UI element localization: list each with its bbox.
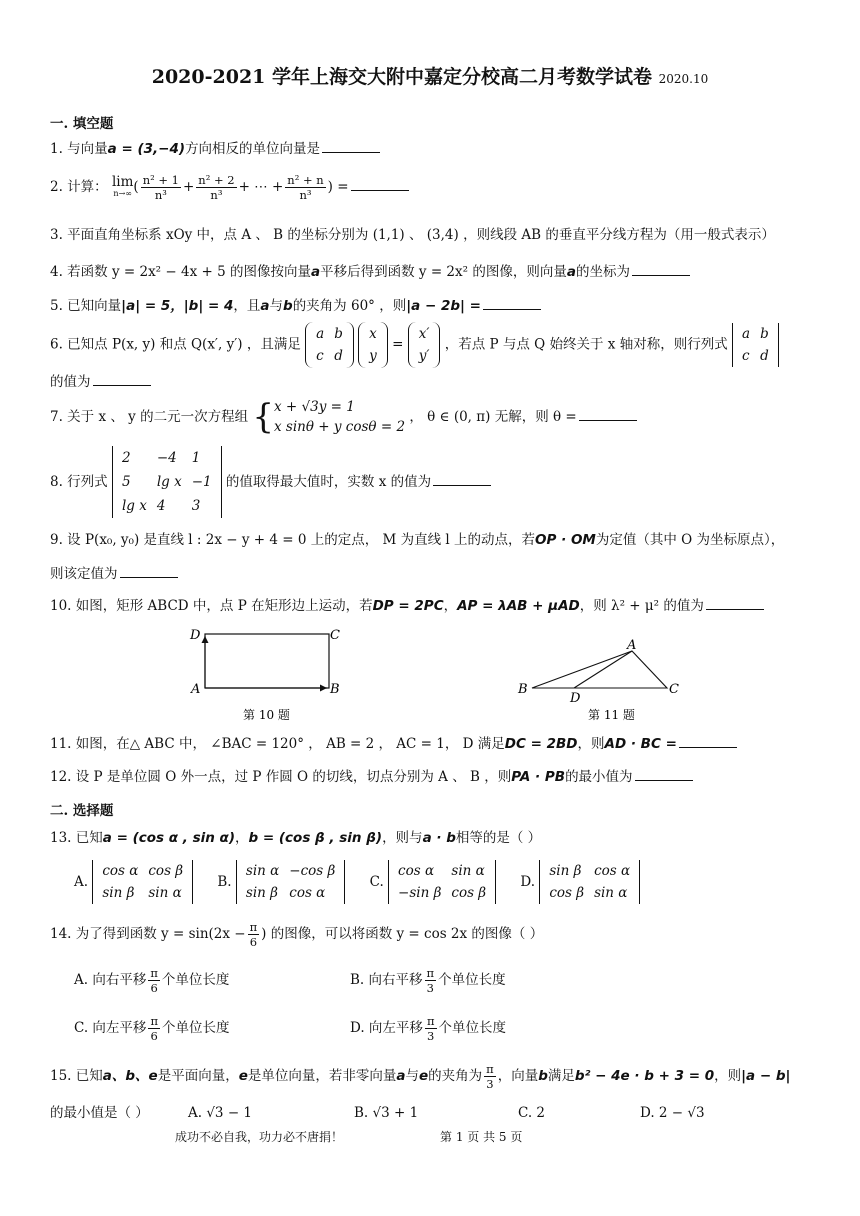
option-15-d[interactable]: D. 2 − √3 <box>640 1105 705 1121</box>
question-2: 2. 计算： lim n→∞ ( $\frac{\text{n² + 1}}{\text{n³}}$ + $\frac{\text{n² + 2}}{\text{n³}}$ + ⋯ + $\frac{\text{n² + n}}{\text{n³}}$ ) = <box>50 173 409 202</box>
fig10-label-b: B <box>330 682 340 697</box>
fraction-2: $\frac{\text{n² + 2}}{\text{n³}}$ <box>198 173 235 202</box>
question-4: 4. 若函数 y = 2x² − 4x + 5 的图像按向量a平移后得到函数 y = 2x² 的图像，则向量a的坐标为 <box>50 263 690 281</box>
matrix-abcd: a b c d <box>305 322 354 368</box>
answer-blank[interactable] <box>635 768 693 781</box>
title-text: 2020-2021 学年上海交大附中嘉定分校高二月考数学试卷 <box>151 66 652 88</box>
determinant-3x3: 2 −4 1 5 lg x −1 lg x 4 3 <box>112 446 222 518</box>
question-13-options <box>74 860 640 904</box>
section-fill-in: 一. 填空题 <box>50 116 114 132</box>
equation-system: { x + √3y = 1 x sinθ + y cosθ = 2 <box>252 397 406 437</box>
question-1 <box>50 140 380 158</box>
fig10-label-c: C <box>330 628 340 643</box>
title-date: 2020.10 <box>658 72 709 86</box>
fig10-caption: 第 10 题 <box>243 708 290 722</box>
answer-blank[interactable] <box>93 373 151 386</box>
answer-blank[interactable] <box>322 140 380 153</box>
question-6-cont: 的值为 <box>50 373 151 391</box>
question-10: 10. 如图，矩形 ABCD 中，点 P 在矩形边上运动，若DP = 2PC，AP = λAB + μAD，则 λ² + μ² 的值为 <box>50 597 764 615</box>
vector-xy-prime: x′ y′ <box>408 322 441 368</box>
answer-blank[interactable] <box>351 178 409 191</box>
question-15-cont: 的最小值是（ ） <box>50 1105 149 1121</box>
answer-blank[interactable] <box>120 565 178 578</box>
answer-blank[interactable] <box>579 408 637 421</box>
option-14-b[interactable]: B. 向右平移 $\frac{\pi}{3}$ 个单位长度 <box>350 966 506 995</box>
question-11: 11. 如图，在△ ABC 中， ∠BAC = 120° ， AB = 2 ， AC = 1， D 满足DC = 2BD，则AD · BC = <box>50 735 737 753</box>
question-12: 12. 设 P 是单位圆 O 外一点，过 P 作圆 O 的切线，切点分别为 A 、 B ，则PA · PB的最小值为 <box>50 768 693 786</box>
answer-blank[interactable] <box>632 263 690 276</box>
vector-xy: x y <box>358 322 388 368</box>
fig10-label-d: D <box>190 628 201 643</box>
answer-blank[interactable] <box>483 297 541 310</box>
fig10-label-a: A <box>191 682 201 697</box>
q1-vector: a = (3,−4) <box>107 141 186 157</box>
fig11-label-d: D <box>570 691 581 706</box>
answer-blank[interactable] <box>433 473 491 486</box>
option-14-d[interactable]: D. 向左平移 $\frac{\pi}{3}$ 个单位长度 <box>350 1014 506 1043</box>
page-number: 第 1 页 共 5 页 <box>440 1130 523 1144</box>
page-title <box>0 62 860 89</box>
option-15-c[interactable]: C. 2 <box>518 1105 546 1121</box>
question-5: 5. 已知向量|a| = 5，|b| = 4，且a与b的夹角为 60° ，则|a − 2b| = <box>50 297 541 315</box>
option-a[interactable]: A. cos α cos β sin β sin α <box>74 860 193 904</box>
question-14: 14. 为了得到函数 y = sin(2x − $\frac{\pi}{6}$ ) 的图像，可以将函数 y = cos 2x 的图像（ ） <box>50 920 544 949</box>
answer-blank[interactable] <box>706 597 764 610</box>
question-7: 7. 关于 x 、 y 的二元一次方程组 { x + √3y = 1 x sinθ + y cosθ = 2 ， θ ∈ (0, π) 无解，则 θ = <box>50 397 637 437</box>
question-15: 15. 已知a、b、e是平面向量，e是单位向量，若非零向量a与e的夹角为 $\frac{\pi}{3}$ ，向量b满足b² − 4e · b + 3 = 0，则|a − b| <box>50 1062 791 1091</box>
figure-10 <box>185 622 355 722</box>
option-b[interactable]: B. sin α −cos β sin β cos α <box>217 860 345 904</box>
q2-text: 2. 计算： <box>50 179 108 195</box>
fraction-n: $\frac{\text{n² + n}}{\text{n³}}$ <box>287 173 324 202</box>
determinant-abcd: a b c d <box>732 323 779 367</box>
fraction-1: $\frac{\text{n² + 1}}{\text{n³}}$ <box>142 173 179 202</box>
question-6: 6. 已知点 P(x, y) 和点 Q(x′, y′) ，且满足 a b c d x y = x′ y′ ，若点 P 与点 Q 始终关于 x 轴对称，则行列式 a b c d <box>50 322 779 368</box>
figure-11 <box>512 636 692 724</box>
fig11-label-b: B <box>518 682 528 697</box>
option-15-a[interactable]: A. √3 − 1 <box>188 1105 253 1121</box>
option-14-a[interactable]: A. 向右平移 $\frac{\pi}{6}$ 个单位长度 <box>74 966 230 995</box>
q1-text: 1. 与向量 <box>50 141 108 157</box>
q1-tail: 方向相反的单位向量是 <box>185 141 321 157</box>
option-c[interactable]: C. cos α sin α −sin β cos β <box>370 860 497 904</box>
section-multiple-choice: 二. 选择题 <box>50 803 114 819</box>
question-13: 13. 已知a = (cos α , sin α)，b = (cos β , sin β)，则与a · b相等的是（ ） <box>50 830 542 846</box>
footer-motto: 成功不必自我，功力必不唐捐！ <box>175 1130 344 1144</box>
option-14-c[interactable]: C. 向左平移 $\frac{\pi}{6}$ 个单位长度 <box>74 1014 230 1043</box>
option-d[interactable]: D. sin β cos α cos β sin α <box>520 860 640 904</box>
fig11-label-c: C <box>669 682 679 697</box>
question-8: 8. 行列式 2 −4 1 5 lg x −1 lg x 4 3 的值取得最大值时，实数 x 的值为 <box>50 446 491 518</box>
option-15-b[interactable]: B. √3 + 1 <box>354 1105 419 1121</box>
fig11-caption: 第 11 题 <box>588 708 635 722</box>
limit: lim n→∞ <box>111 173 134 198</box>
answer-blank[interactable] <box>679 735 737 748</box>
question-9-cont: 则该定值为 <box>50 565 178 583</box>
question-9: 9. 设 P(x₀, y₀) 是直线 l : 2x − y + 4 = 0 上的定点， M 为直线 l 上的动点，若OP · OM为定值（其中 O 为坐标原点）， <box>50 532 785 548</box>
question-3: 3. 平面直角坐标系 xOy 中，点 A 、 B 的坐标分别为 (1,1) 、 (3,4) ，则线段 AB 的垂直平分线方程为（用一般式表示） <box>50 227 775 243</box>
fig11-label-a: A <box>627 638 637 653</box>
